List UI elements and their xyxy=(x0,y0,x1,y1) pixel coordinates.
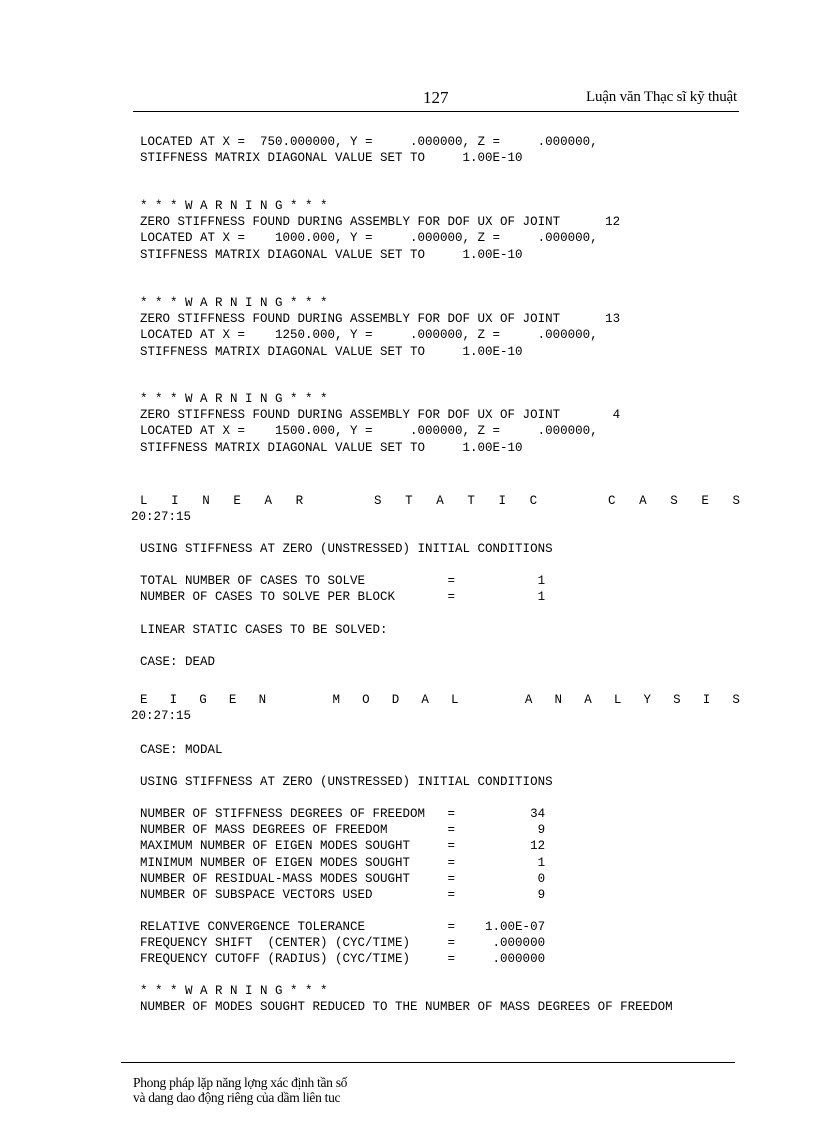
output-line: USING STIFFNESS AT ZERO (UNSTRESSED) INITIAL CONDITIONS xyxy=(140,775,553,789)
case-label xyxy=(140,654,215,670)
page-number: 127 xyxy=(423,88,449,107)
heading-letter: D xyxy=(391,693,400,707)
case-count-block xyxy=(140,573,545,605)
output-line: NUMBER OF CASES TO SOLVE PER BLOCK = 1 xyxy=(140,590,546,605)
heading-letter: S xyxy=(732,693,740,707)
header-divider xyxy=(133,111,739,112)
case-label xyxy=(140,742,223,758)
heading-letter: S xyxy=(673,693,681,707)
output-line: LOCATED AT X = 1250.000, Y = .000000, Z = .000000, xyxy=(140,328,598,343)
modal-parameters-block xyxy=(140,806,545,903)
heading-letter: G xyxy=(199,693,207,707)
output-line xyxy=(140,774,553,790)
heading-letter: R xyxy=(295,494,304,508)
output-line: LOCATED AT X = 750.000000, Y = .000000, Z = .000000, xyxy=(140,135,598,149)
output-line: STIFFNESS MATRIX DIAGONAL VALUE SET TO 1.00E-10 xyxy=(140,151,523,166)
output-line xyxy=(140,622,388,638)
output-line: CASE: MODAL xyxy=(140,743,223,757)
heading-letter: I xyxy=(169,693,178,707)
output-line: ZERO STIFFNESS FOUND DURING ASSEMBLY FOR DOF UX OF JOINT 4 xyxy=(140,408,621,423)
output-line: * * * W A R N I N G * * * xyxy=(140,199,328,213)
heading-letter: I xyxy=(498,494,506,508)
output-line: NUMBER OF SUBSPACE VECTORS USED = 9 xyxy=(140,888,546,903)
output-line: LOCATED AT X = 1000.000, Y = .000000, Z = .000000, xyxy=(140,231,598,246)
footer-text xyxy=(133,1075,347,1105)
output-block xyxy=(140,134,598,166)
heading-letter: A xyxy=(421,693,429,707)
output-line: CASE: DEAD xyxy=(140,655,216,669)
heading-letter: T xyxy=(467,494,475,508)
output-line: LINEAR STATIC CASES TO BE SOLVED: xyxy=(140,623,388,637)
output-line: STIFFNESS MATRIX DIAGONAL VALUE SET TO 1.00E-10 xyxy=(140,247,523,262)
heading-letter: Y xyxy=(643,693,651,707)
output-line: * * * W A R N I N G * * * xyxy=(140,296,328,310)
heading-letter: O xyxy=(362,693,370,707)
heading-letter: E xyxy=(701,494,709,508)
output-line: MAXIMUM NUMBER OF EIGEN MODES SOUGHT = 12 xyxy=(140,839,546,854)
warning-block xyxy=(140,391,620,456)
footer-line: và dang dao động riêng của dầm liên tuc xyxy=(133,1090,341,1105)
heading-letter: E xyxy=(228,693,237,707)
section-timestamp: 20:27:15 xyxy=(131,709,192,723)
footer-line: Phong pháp lặp năng lợng xác định tần số xyxy=(133,1075,348,1090)
heading-letter: A xyxy=(264,494,273,508)
heading-letter: L xyxy=(140,494,148,508)
heading-letter: A xyxy=(524,693,533,707)
output-line: ZERO STIFFNESS FOUND DURING ASSEMBLY FOR DOF UX OF JOINT 12 xyxy=(140,215,621,230)
heading-letter: I xyxy=(702,693,711,707)
section-heading-eigen-modal xyxy=(140,692,740,708)
heading-letter: E xyxy=(140,693,148,707)
heading-letter: S xyxy=(373,494,382,508)
output-line: NUMBER OF STIFFNESS DEGREES OF FREEDOM = 34 xyxy=(140,807,546,821)
warning-block xyxy=(140,198,620,263)
heading-letter: T xyxy=(405,494,413,508)
header-title: Luận văn Thạc sĩ kỹ thuật xyxy=(586,89,737,105)
output-line: FREQUENCY SHIFT (CENTER) (CYC/TIME) = .000000 xyxy=(140,936,546,951)
heading-letter: C xyxy=(607,494,616,508)
convergence-block xyxy=(140,919,545,968)
footer-divider xyxy=(121,1062,735,1063)
heading-letter: N xyxy=(258,693,267,707)
output-line: STIFFNESS MATRIX DIAGONAL VALUE SET TO 1.00E-10 xyxy=(140,344,523,359)
section-heading-linear-static xyxy=(140,493,740,509)
output-line: STIFFNESS MATRIX DIAGONAL VALUE SET TO 1.00E-10 xyxy=(140,440,523,455)
heading-letter: S xyxy=(732,494,740,508)
output-line: ZERO STIFFNESS FOUND DURING ASSEMBLY FOR DOF UX OF JOINT 13 xyxy=(140,312,621,327)
heading-letter: S xyxy=(670,494,678,508)
heading-letter: N xyxy=(202,494,210,508)
output-line: * * * W A R N I N G * * * xyxy=(140,984,328,998)
heading-letter: C xyxy=(529,494,538,508)
heading-letter: L xyxy=(451,693,459,707)
heading-letter: L xyxy=(613,693,622,707)
warning-block xyxy=(140,295,620,360)
output-line: * * * W A R N I N G * * * xyxy=(140,392,328,406)
output-line: MINIMUM NUMBER OF EIGEN MODES SOUGHT = 1 xyxy=(140,855,546,870)
output-line: NUMBER OF RESIDUAL-MASS MODES SOUGHT = 0 xyxy=(140,871,546,886)
output-line: NUMBER OF MODES SOUGHT REDUCED TO THE NUMBER OF MASS DEGREES OF FREEDOM xyxy=(140,1000,673,1015)
heading-letter: E xyxy=(233,494,241,508)
output-line: TOTAL NUMBER OF CASES TO SOLVE = 1 xyxy=(140,574,546,588)
warning-block xyxy=(140,983,673,1015)
heading-letter: A xyxy=(436,494,444,508)
output-line xyxy=(140,541,553,557)
output-line: USING STIFFNESS AT ZERO (UNSTRESSED) INITIAL CONDITIONS xyxy=(140,542,553,556)
heading-letter: N xyxy=(554,693,563,707)
heading-letter: I xyxy=(171,494,179,508)
heading-letter: M xyxy=(332,693,340,707)
section-timestamp: 20:27:15 xyxy=(131,510,192,524)
heading-letter: A xyxy=(584,693,592,707)
output-line: NUMBER OF MASS DEGREES OF FREEDOM = 9 xyxy=(140,823,546,838)
output-line: LOCATED AT X = 1500.000, Y = .000000, Z = .000000, xyxy=(140,424,598,439)
output-line: RELATIVE CONVERGENCE TOLERANCE = 1.00E-07 xyxy=(140,920,546,934)
output-line: FREQUENCY CUTOFF (RADIUS) (CYC/TIME) = .000000 xyxy=(140,952,546,967)
heading-letter: A xyxy=(639,494,647,508)
